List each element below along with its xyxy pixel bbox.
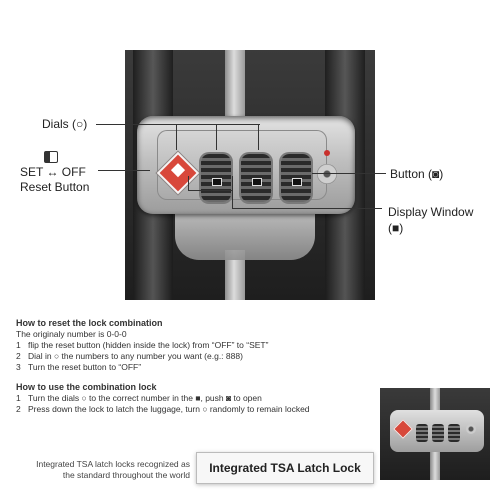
dials-tick-3: [258, 124, 259, 150]
tsa-latch-badge: Integrated TSA Latch Lock: [196, 452, 374, 484]
button-leader: [312, 173, 386, 174]
red-indicator-dot: [324, 150, 330, 156]
tsa-diamond-icon: [157, 152, 199, 194]
window-bracket: [188, 190, 232, 191]
dials-bracket: [176, 124, 260, 125]
reset-leader: [98, 170, 150, 171]
reset-heading: How to reset the lock combination: [16, 318, 163, 328]
reset-intro: The originaly number is 0-0-0: [16, 329, 127, 339]
use-step: 2 Press down the lock to latch the luggage, turn ○ randomly to remain locked: [16, 404, 310, 414]
inset-dial: [416, 424, 428, 442]
display-window-1: [212, 178, 222, 186]
button-label: Button (◙): [390, 167, 444, 181]
tsa-note: [8, 459, 190, 481]
reset-step: 3 Turn the reset button to “OFF”: [16, 362, 142, 372]
reset-step: 1 flip the reset button (hidden inside the lock) from “OFF” to “SET”: [16, 340, 269, 350]
reset-button-label: Reset Button: [20, 180, 90, 194]
inset-dial: [448, 424, 460, 442]
dials-leader: [96, 124, 176, 125]
reset-step: 2 Dial in ○ the numbers to any number you want (e.g.: 888): [16, 351, 243, 361]
inset-tsa-icon: [393, 419, 413, 439]
aluminum-rail-top: [225, 50, 245, 120]
reset-switch-icon: [44, 151, 58, 163]
instructions: [16, 318, 376, 415]
lock-photo: [125, 50, 375, 300]
set-off-label: SET ↔ OFF: [20, 165, 86, 179]
combination-lock-body: [137, 116, 355, 214]
tsa-note-line-1: Integrated TSA latch locks recognized as: [36, 459, 190, 469]
lock-inset-photo: [380, 388, 490, 480]
display-window-symbol: (■): [388, 221, 404, 235]
window-leader: [232, 208, 382, 209]
display-window-2: [252, 178, 262, 186]
inset-keyhole-icon: [466, 424, 476, 434]
display-window-label: Display Window: [388, 205, 474, 219]
dials-tick-1: [176, 124, 177, 150]
inset-dial: [432, 424, 444, 442]
use-heading: How to use the combination lock: [16, 382, 157, 392]
keyhole-icon[interactable]: [317, 164, 337, 184]
dials-label: Dials (○): [42, 117, 88, 131]
lock-faceplate: [157, 130, 327, 200]
window-tick-1: [188, 176, 189, 190]
lock-latch: [175, 214, 315, 260]
display-window-3: [292, 178, 302, 186]
window-tick-2: [232, 176, 233, 208]
tsa-note-line-2: the standard throughout the world: [62, 470, 190, 480]
use-step: 1 Turn the dials ○ to the correct number in the ■, push ◙ to open: [16, 393, 262, 403]
inset-lock: [390, 410, 484, 452]
dials-tick-2: [216, 124, 217, 150]
